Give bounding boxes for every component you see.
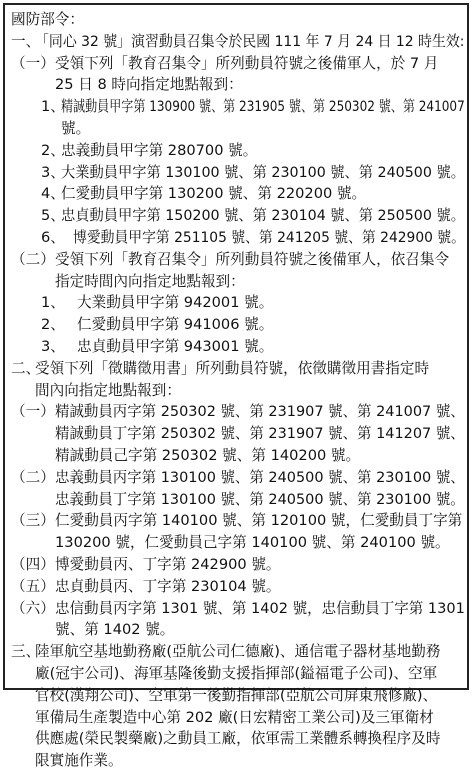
line-text: 仁愛動員甲字第 941006 號。 — [77, 316, 274, 334]
line-text: 忠貞動員甲字第 943001 號。 — [77, 337, 274, 355]
document-line — [5, 707, 467, 729]
document-line — [5, 532, 467, 554]
line-text: 國防部令： — [11, 11, 84, 28]
line-marker: （四） — [11, 555, 55, 573]
document-line — [5, 271, 467, 293]
line-text: 忠貞動員丙、丁字第 230104 號。 — [55, 577, 281, 595]
line-marker: （二） — [11, 250, 55, 268]
document-line — [5, 554, 467, 576]
line-text: 仁愛動員甲字第 130200 號、第 220200 號。 — [61, 185, 367, 203]
line-text: 間內向指定地點報到： — [35, 381, 181, 399]
line-text: 博愛動員甲字第 251105 號、第 241205 號、第 242900 號。 — [73, 228, 465, 246]
document-line — [5, 336, 467, 358]
line-marker: 3、 — [41, 163, 65, 181]
line-text: 精誠動員甲字第 130900 號、第 231905 號、第 250302 號、第 241007 — [61, 98, 465, 116]
line-text: 精誠動員己字第 250302 號、第 140200 號。 — [55, 446, 361, 464]
line-text: 130200 號，仁愛動員己字第 140100 號、第 240100 號。 — [55, 534, 450, 552]
document-line — [5, 314, 467, 336]
document-line — [5, 685, 467, 707]
document-line — [5, 205, 467, 227]
document-line — [5, 96, 467, 118]
line-text: 號。 — [61, 119, 91, 137]
line-text: 忠貞動員甲字第 150200 號、第 230104 號、第 250500 號。 — [61, 207, 465, 225]
line-marker: （二） — [11, 468, 55, 486]
document-line — [5, 74, 467, 96]
order-document — [3, 3, 469, 770]
line-text: 「同心 32 號」演習動員召集令於民國 111 年 7 月 24 日 12 時生效: — [35, 32, 465, 50]
document-line — [5, 728, 467, 750]
document-line — [5, 423, 467, 445]
line-text: 25 日 8 時向指定地點報到： — [55, 76, 243, 94]
document-line — [5, 445, 467, 467]
document-line — [5, 598, 467, 620]
line-text: 精誠動員丁字第 250302 號、第 231907 號、第 141207 號、 — [55, 425, 465, 443]
document-line — [5, 641, 467, 663]
line-text: 號、第 1402 號。 — [55, 621, 175, 639]
line-text: 精誠動員丙字第 250302 號、第 231907 號、第 241007 號、 — [55, 403, 465, 421]
line-marker: （六） — [11, 599, 55, 617]
line-text: 大業動員甲字第 942001 號。 — [77, 294, 274, 312]
line-text: 官校(漢翔公司)、空軍第一後勤指揮部(亞航公司屏東飛修廠)、 — [35, 686, 438, 704]
line-marker: （三） — [11, 512, 55, 530]
document-line — [5, 162, 467, 184]
document-line — [5, 249, 467, 271]
line-text: 忠義動員丙字第 130100 號、第 240500 號、第 230100 號、 — [55, 468, 465, 486]
line-text: 忠義動員甲字第 280700 號。 — [61, 141, 258, 159]
line-text: 大業動員甲字第 130100 號、第 230100 號、第 240500 號。 — [61, 163, 465, 181]
line-text: 限實施作業。 — [35, 752, 123, 770]
document-line — [5, 750, 467, 772]
document-line — [5, 663, 467, 685]
line-text: 指定時間內向指定地點報到： — [55, 272, 245, 290]
document-line — [5, 358, 467, 380]
document-line — [5, 619, 467, 641]
line-text: 仁愛動員丙字第 140100 號、第 120100 號，仁愛動員丁字第 — [55, 512, 463, 530]
line-text: 廠(冠宇公司)、海軍基隆後勤支援指揮部(鎰福電子公司)、空軍 — [35, 664, 438, 682]
line-marker: 1、 — [41, 98, 65, 116]
document-line — [5, 53, 467, 75]
document-line — [5, 118, 467, 140]
line-text: 供應處(榮民製藥廠)之動員工廠，依軍需工業體系轉換程序及時 — [35, 730, 441, 748]
document-line — [5, 227, 467, 249]
document-line — [5, 510, 467, 532]
line-marker: 2、 — [41, 141, 65, 159]
line-marker: 3、 — [41, 337, 65, 355]
document-line — [5, 380, 467, 402]
line-marker: 5、 — [41, 207, 65, 225]
document-line — [5, 467, 467, 489]
line-text: 受領下列「教育召集令」所列動員符號之後備軍人，於 7 月 — [55, 54, 439, 72]
line-marker: 三、 — [11, 643, 41, 661]
line-text: 陸軍航空基地勤務廠(亞航公司仁德廠)、通信電子器材基地勤務 — [35, 643, 441, 661]
line-text: 受領下列「徵購徵用書」所列動員符號，依徵購徵用書指定時 — [35, 359, 430, 377]
line-text: 忠信動員丙字第 1301 號、第 1402 號，忠信動員丁字第 1301 — [55, 599, 465, 617]
line-text: 忠義動員丁字第 130100 號、第 240500 號、第 230100 號。 — [55, 490, 465, 508]
line-marker: 6、 — [41, 228, 65, 246]
line-marker: （五） — [11, 577, 55, 595]
document-line — [5, 401, 467, 423]
line-marker: 2、 — [41, 316, 65, 334]
line-text: 博愛動員丙、丁字第 242900 號。 — [55, 555, 281, 573]
line-text: 軍備局生產製造中心第 202 廠(日宏精密工業公司)及三軍衛材 — [35, 708, 434, 726]
line-marker: 4、 — [41, 185, 65, 203]
line-text: 受領下列「教育召集令」所列動員符號之後備軍人，依召集令 — [55, 250, 450, 268]
document-line — [5, 183, 467, 205]
document-line — [5, 489, 467, 511]
document-line — [5, 292, 467, 314]
line-marker: 二、 — [11, 359, 41, 377]
line-marker: 一、 — [11, 32, 41, 50]
document-line — [5, 140, 467, 162]
line-marker: （一） — [11, 54, 55, 72]
line-marker: （一） — [11, 403, 55, 421]
document-line — [5, 31, 467, 53]
document-line — [5, 576, 467, 598]
document-line — [5, 9, 467, 31]
line-marker: 1、 — [41, 294, 65, 312]
